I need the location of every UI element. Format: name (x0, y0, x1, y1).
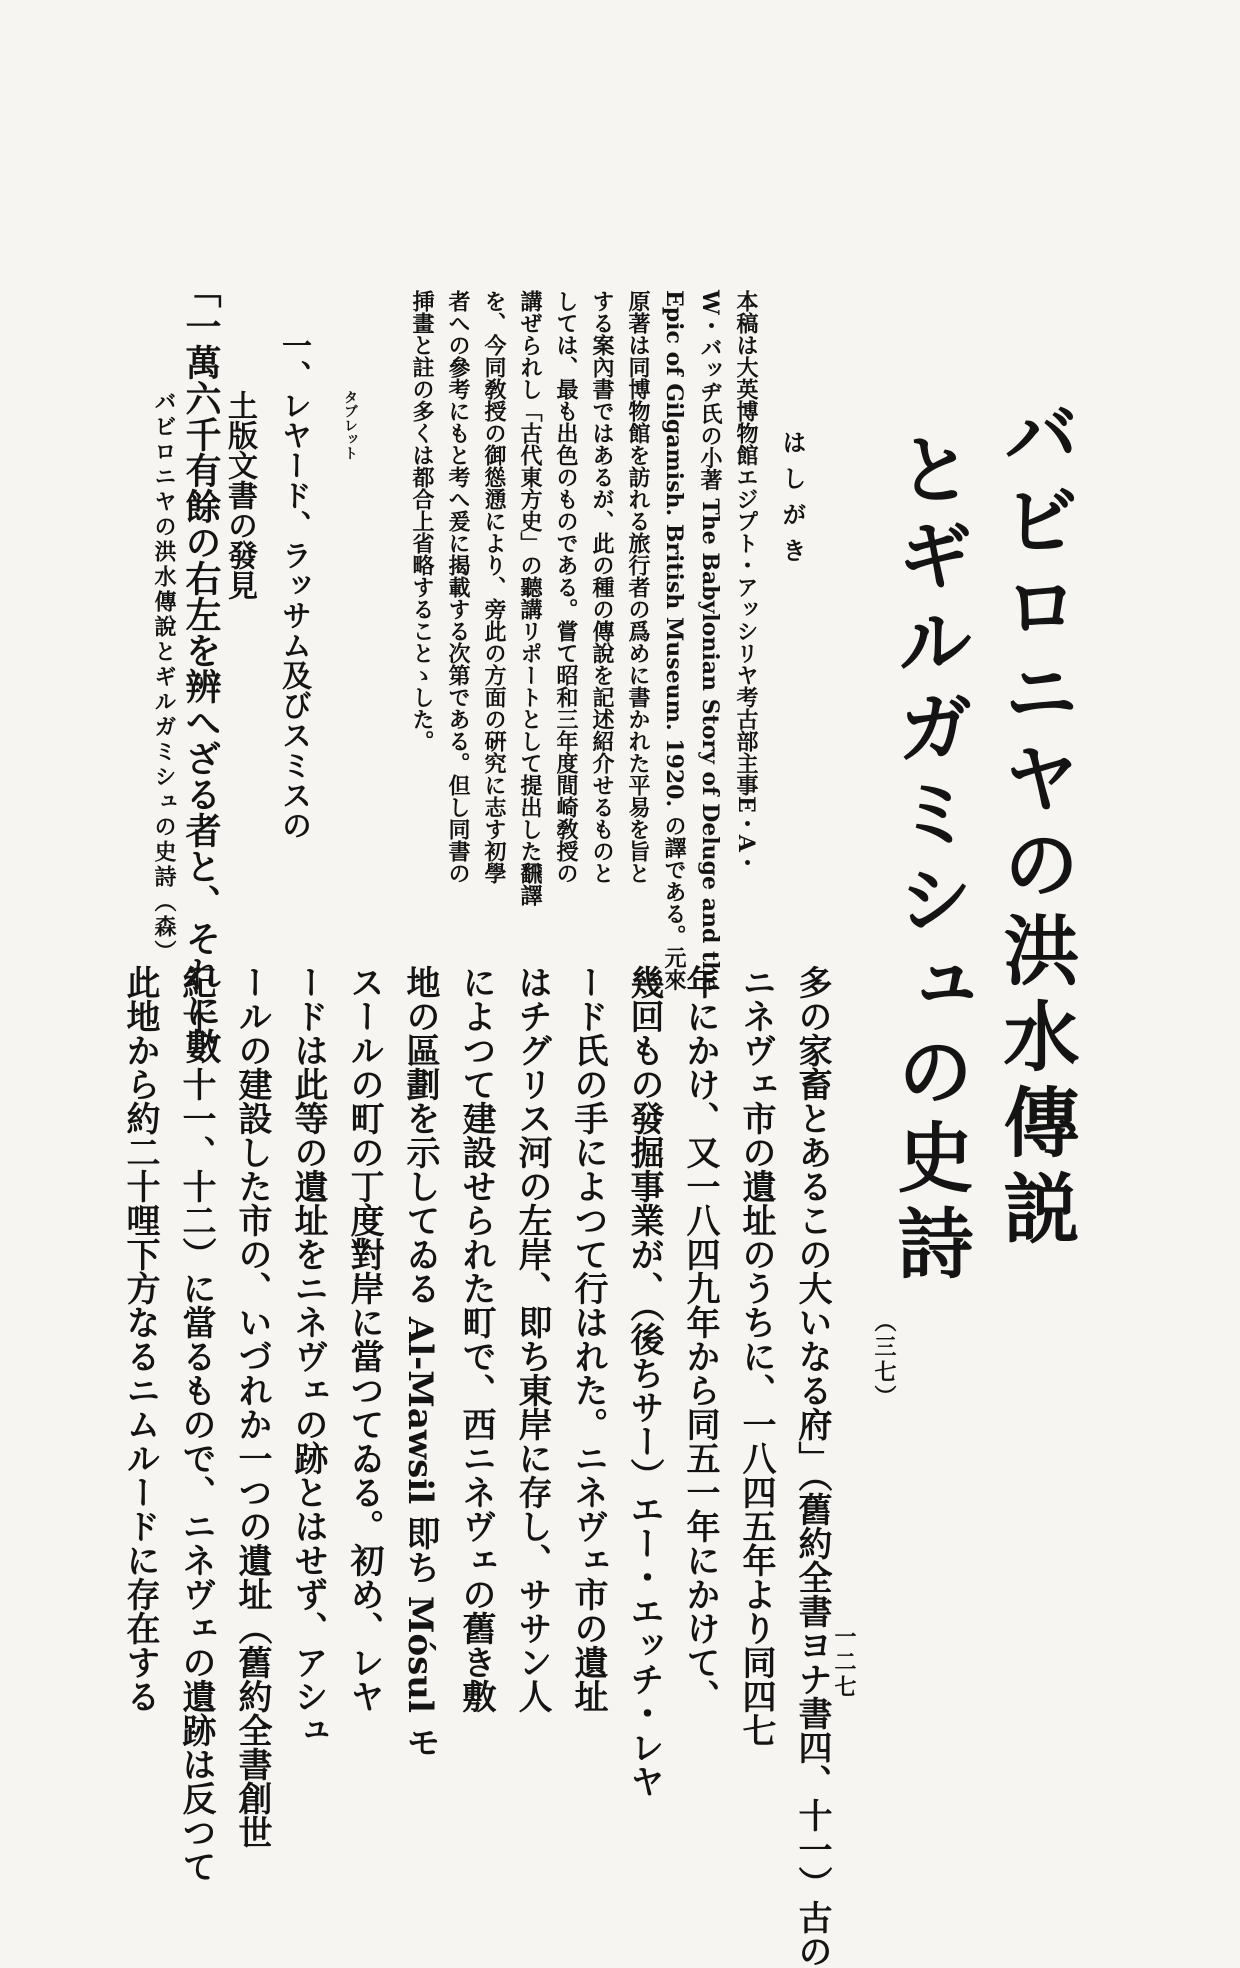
preface-line: Epic of Gilgamish. British Museum. 1920. の譯である。元來 (661, 290, 687, 991)
section-heading-line-1: 一、レヤード、ラッサム及びスミスの (276, 330, 311, 840)
body-line: 紀十、十一、十二）に當るもので、ニネヴェの遺跡は反つて (176, 965, 216, 1883)
page-number: 一二七 (831, 1625, 857, 1700)
body-line: 此地から約二十哩下方なるニムルードに存在する (120, 965, 160, 1713)
preface-line: しては、最も出色のものである。嘗て昭和三年度間崎敎授の (553, 290, 579, 884)
body-line: 地の區劃を示してゐる Al-Mawsil 即ち Mósul モ (400, 965, 440, 1759)
body-line: ード氏の手によつて行はれた。ニネヴェ市の遺址 (568, 965, 608, 1713)
preface-line: する案內書ではあるが、此の種の傳說を記述紹介せるものと (589, 290, 615, 884)
body-line: ードは此等の遺址をニネヴェの跡とはせず、アシュ (288, 965, 328, 1747)
preface-line: を、今同敎授の御慫慂により、旁此の方面の硏究に志す初學 (481, 290, 507, 884)
body-line: 年にかけ、又一八四九年から同五一年にかけて、 (680, 965, 720, 1713)
section-ruby: タブレット (342, 390, 358, 460)
preface-text (404, 290, 764, 992)
section-heading-line-2: 土版文書の發見 (222, 390, 257, 600)
body-line: ールの建設した市の、いづれか一つの遺址（舊約全書創世 (232, 965, 272, 1849)
preface-line: 原著は同博物館を訪れる旅行者の爲めに書かれた平易を旨と (625, 290, 651, 884)
running-head: バビロニヤの洪水傳說とギルガミシュの史詩（森） (151, 390, 177, 965)
body-text-top: 「一萬六千有餘の右左を辨へざる者と、それに數 (180, 272, 222, 1064)
title-line-1: バビロニヤの洪水傳説 (991, 395, 1080, 1255)
preface-heading: はしがき (778, 430, 807, 574)
preface-line: 講ぜられし「古代東方史」の聽講リポートとして提出した飜譯 (517, 290, 543, 906)
preface-line: 挿畫と註の多くは都合上省略することゝした。 (409, 290, 435, 752)
body-line: ニネヴェ市の遺址のうちに、一八四五年より同四七 (736, 965, 776, 1747)
preface-line: 本稿は大英博物館エジプト・アッシリヤ考古部主事E・A・ (733, 290, 759, 874)
preface-line: 者への參考にもと考へ爰に揭載する次第である。但し同書の (445, 290, 471, 884)
section-number: （三七） (871, 1310, 897, 1410)
body-line: はチグリス河の左岸、即ち東岸に存し、ササン人 (512, 965, 552, 1713)
body-line: スールの町の丁度對岸に當つてゐる。初め、レヤ (344, 965, 384, 1713)
body-text-bottom (112, 965, 840, 1968)
preface-line: W・バッヂ氏の小著 The Babylonian Story of Deluge and the (697, 290, 723, 992)
title-line-2: とギルガミシュの史詩 (885, 430, 974, 1290)
body-line: 多の家畜とあるこの大いなる府」（舊約全書ヨナ書四、十一）古の (792, 965, 832, 1968)
body-line: 幾回もの發掘事業が、（後ちサー）エー・エッチ・レヤ (624, 965, 664, 1798)
body-line: によつて建設せられた町で、西ニネヴェの舊き敷 (456, 965, 496, 1713)
